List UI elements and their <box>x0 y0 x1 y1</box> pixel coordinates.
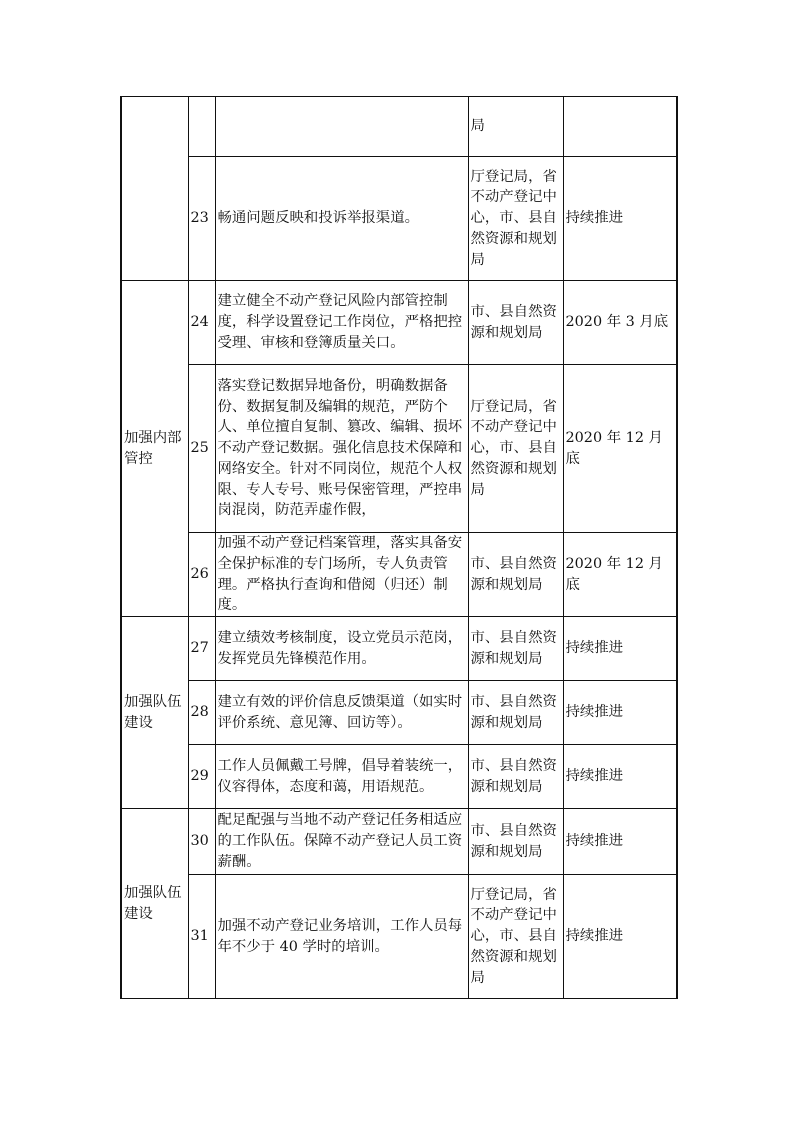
deadline: 持续推进 <box>563 681 677 745</box>
task-text: 加强不动产登记业务培训，工作人员每年不少于 40 学时的培训。 <box>215 875 468 999</box>
deadline: 2020 年 12 月底 <box>563 533 677 617</box>
table-row <box>121 617 677 681</box>
responsible-unit: 市、县自然资源和规划局 <box>468 745 563 809</box>
task-text: 落实登记数据异地备份，明确数据备份、数据复制及编辑的规范，严防个人、单位擅自复制、篡改、编辑、损坏不动产登记数据。强化信息技术保障和网络安全。针对不同岗位，规范个人权限、专人专号、账号保密管理，严控串岗混岗，防范弄虚作假， <box>215 365 468 533</box>
category-team-building: 加强队伍建设 <box>121 617 188 809</box>
category-internal-control: 加强内部管控 <box>121 281 188 617</box>
responsible-unit: 厅登记局，省不动产登记中心，市、县自然资源和规划局 <box>468 157 563 281</box>
category-cell-empty <box>121 97 188 281</box>
responsible-unit: 市、县自然资源和规划局 <box>468 681 563 745</box>
table-row <box>121 281 677 365</box>
category-team-building-2: 加强队伍建设 <box>121 809 188 999</box>
item-number: 30 <box>188 809 215 875</box>
item-number: 29 <box>188 745 215 809</box>
responsible-unit-cell: 局 <box>468 97 563 157</box>
table-row <box>121 745 677 809</box>
table-row-continued <box>121 97 677 157</box>
deadline: 2020 年 3 月底 <box>563 281 677 365</box>
deadline: 持续推进 <box>563 745 677 809</box>
task-cell <box>215 97 468 157</box>
table-row <box>121 875 677 999</box>
item-number-cell <box>188 97 215 157</box>
item-number: 26 <box>188 533 215 617</box>
deadline: 2020 年 12 月底 <box>563 365 677 533</box>
deadline: 持续推进 <box>563 617 677 681</box>
table-row <box>121 809 677 875</box>
table-row <box>121 681 677 745</box>
responsible-unit: 厅登记局，省不动产登记中心，市、县自然资源和规划局 <box>468 365 563 533</box>
task-text: 配足配强与当地不动产登记任务相适应的工作队伍。保障不动产登记人员工资薪酬。 <box>215 809 468 875</box>
deadline: 持续推进 <box>563 157 677 281</box>
responsible-unit: 市、县自然资源和规划局 <box>468 533 563 617</box>
item-number: 27 <box>188 617 215 681</box>
task-text: 建立健全不动产登记风险内部管控制度，科学设置登记工作岗位，严格把控受理、审核和登簿质量关口。 <box>215 281 468 365</box>
task-text: 加强不动产登记档案管理，落实具备安全保护标准的专门场所，专人负责管理。严格执行查询和借阅（归还）制度。 <box>215 533 468 617</box>
item-number: 31 <box>188 875 215 999</box>
deadline: 持续推进 <box>563 875 677 999</box>
responsible-unit: 厅登记局，省不动产登记中心，市、县自然资源和规划局 <box>468 875 563 999</box>
table-row <box>121 365 677 533</box>
item-number: 25 <box>188 365 215 533</box>
table-row <box>121 157 677 281</box>
task-text: 工作人员佩戴工号牌，倡导着装统一，仪容得体，态度和蔼，用语规范。 <box>215 745 468 809</box>
task-text: 建立绩效考核制度，设立党员示范岗，发挥党员先锋模范作用。 <box>215 617 468 681</box>
item-number: 28 <box>188 681 215 745</box>
measures-table <box>120 96 678 999</box>
item-number: 24 <box>188 281 215 365</box>
deadline: 持续推进 <box>563 809 677 875</box>
task-text: 畅通问题反映和投诉举报渠道。 <box>215 157 468 281</box>
task-text: 建立有效的评价信息反馈渠道（如实时评价系统、意见簿、回访等）。 <box>215 681 468 745</box>
deadline-cell <box>563 97 677 157</box>
item-number: 23 <box>188 157 215 281</box>
table-row <box>121 533 677 617</box>
responsible-unit: 市、县自然资源和规划局 <box>468 617 563 681</box>
responsible-unit: 市、县自然资源和规划局 <box>468 809 563 875</box>
responsible-unit: 市、县自然资源和规划局 <box>468 281 563 365</box>
